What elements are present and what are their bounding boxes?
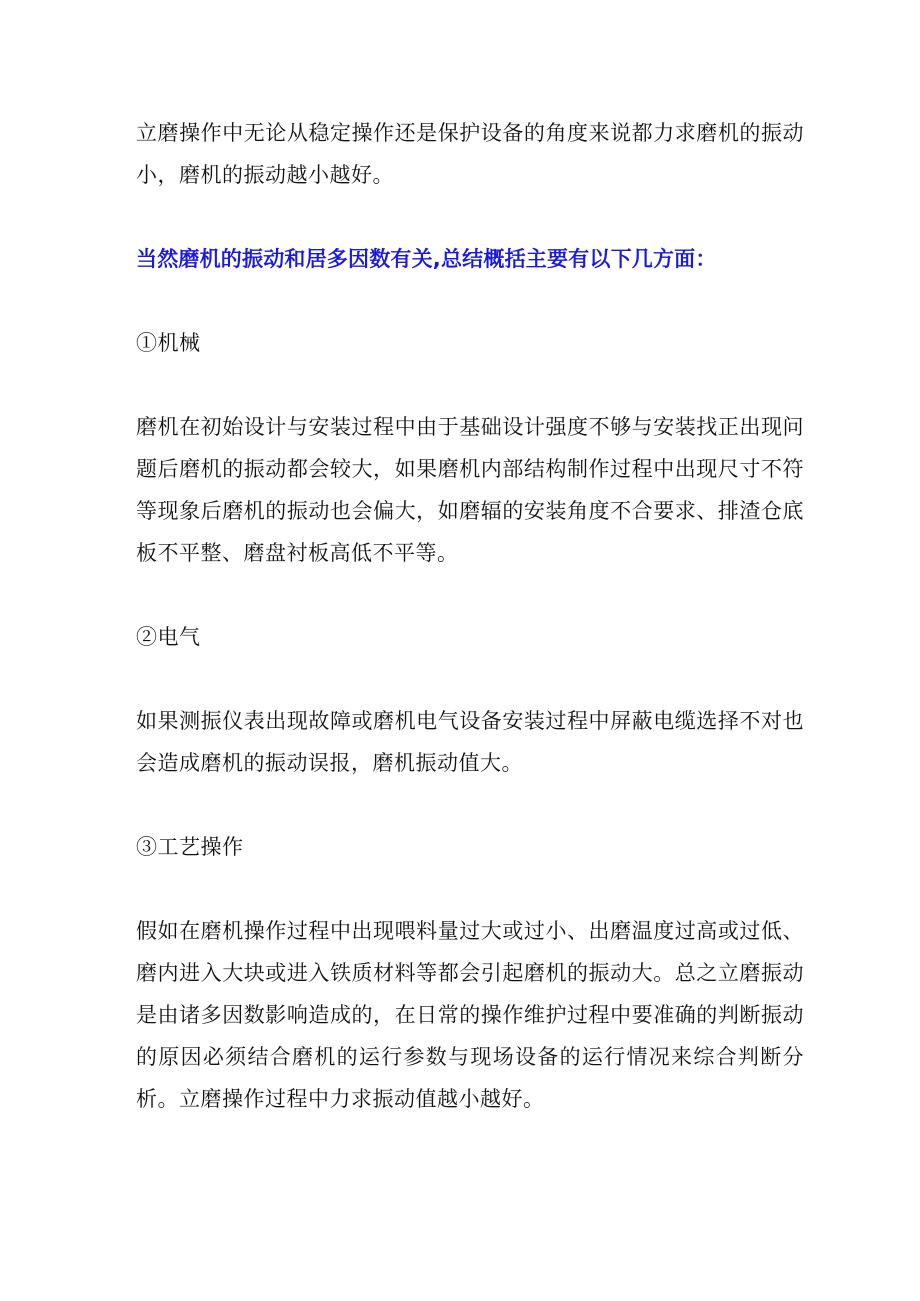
section-title-electrical: ②电气 [136,625,201,649]
section-body-electrical: 如果测振仪表出现故障或磨机电气设备安装过程中屏蔽电缆选择不对也会造成磨机的振动误报，磨机振动值大。 [136,709,804,775]
paragraph-spacer [136,196,804,238]
document-body [136,112,804,1120]
paragraph-spacer [136,280,804,322]
section-title-mechanical: ①机械 [136,331,201,355]
section-body-mechanical: 磨机在初始设计与安装过程中由于基础设计强度不够与安装找正出现问题后磨机的振动都会较大，如果磨机内部结构制作过程中出现尺寸不符等现象后磨机的振动也会偏大，如磨辐的安装角度不合要求、排渣仓底板不平整、磨盘衬板高低不平等。 [136,415,804,565]
section-title-process: ③工艺操作 [136,835,244,859]
intro-paragraph: 立磨操作中无论从稳定操作还是保护设备的角度来说都力求磨机的振动小，磨机的振动越小越好。 [136,121,804,187]
paragraph-spacer [136,868,804,910]
paragraph-spacer [136,784,804,826]
section-body-process: 假如在磨机操作过程中出现喂料量过大或过小、出磨温度过高或过低、磨内进入大块或进入铁质材料等都会引起磨机的振动大。总之立磨振动是由诸多因数影响造成的，在日常的操作维护过程中要准确的判断振动的原因必须结合磨机的运行参数与现场设备的运行情况来综合判断分析。立磨操作过程中力求振动值越小越好。 [136,919,804,1111]
paragraph-spacer [136,364,804,406]
summary-heading: 当然磨机的振动和居多因数有关,总结概括主要有以下几方面： [136,247,717,271]
paragraph-spacer [136,574,804,616]
paragraph-spacer [136,658,804,700]
